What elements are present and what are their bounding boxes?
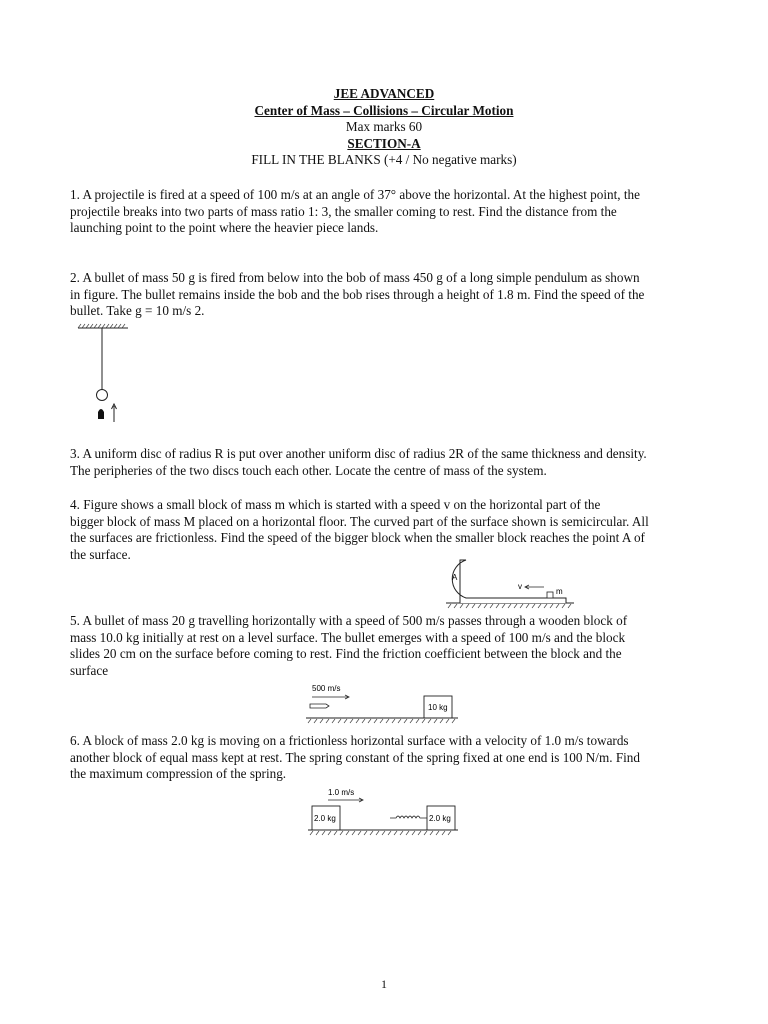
question-line: 3. A uniform disc of radius R is put over another uniform disc of radius 2R of the same thickness and density. — [70, 446, 647, 461]
section-title: SECTION-A — [347, 135, 421, 151]
question-line: the surfaces are frictionless. Find the speed of the bigger block when the smaller block reaches the point A of — [70, 530, 645, 545]
topics-title: Center of Mass – Collisions – Circular Motion — [254, 102, 514, 118]
label-m: m — [556, 587, 563, 596]
max-marks: Max marks 60 — [345, 119, 423, 134]
question-line: bigger block of mass M placed on a horizontal floor. The curved part of the surface shown is semicircular. All — [70, 513, 649, 529]
speed-label: 500 m/s — [312, 684, 341, 693]
question-line: another block of equal mass kept at rest. The spring constant of the spring fixed at one end is 100 N/m. Find — [70, 749, 640, 765]
label-A: A — [452, 573, 458, 582]
pendulum-figure — [76, 324, 136, 424]
question-line: 1. A projectile is fired at a speed of 100 m/s at an angle of 37° above the horizontal. At the highest point, the — [70, 187, 640, 202]
bullet-block-figure — [306, 682, 466, 728]
velocity-label: 1.0 m/s — [328, 788, 355, 797]
question-1 — [70, 187, 698, 237]
question-line: in figure. The bullet remains inside the bob and the bob rises through a height of 1.8 m. Find the speed of the — [70, 286, 645, 302]
label-v: v — [518, 582, 522, 591]
exam-header — [0, 86, 768, 169]
question-line: bullet. Take g = 10 m/s 2. — [70, 303, 205, 318]
curved-block-figure — [446, 558, 576, 610]
question-line: the surface. — [70, 546, 131, 562]
question-line: The peripheries of the two discs touch each other. Locate the centre of mass of the system. — [70, 462, 547, 478]
question-4 — [70, 497, 698, 563]
question-line: launching point to the point where the heavier piece lands. — [70, 220, 379, 235]
question-line: slides 20 cm on the surface before coming to rest. Find the friction coefficient between the block and the — [70, 646, 622, 661]
instructions: FILL IN THE BLANKS (+4 / No negative marks) — [251, 152, 517, 167]
block-label: 10 kg — [428, 703, 448, 712]
question-5 — [70, 613, 698, 679]
question-line: mass 10.0 kg initially at rest on a level surface. The bullet emerges with a speed of 100 m/s and the block — [70, 629, 626, 645]
spring-blocks-figure — [308, 786, 468, 840]
block-left-label: 2.0 kg — [314, 814, 336, 823]
question-line: projectile breaks into two parts of mass ratio 1: 3, the smaller coming to rest. Find the distance from the — [70, 203, 617, 219]
exam-title: JEE ADVANCED — [333, 86, 435, 101]
question-3 — [70, 446, 698, 479]
block-right-label: 2.0 kg — [429, 814, 451, 823]
question-line: 6. A block of mass 2.0 kg is moving on a frictionless horizontal surface with a velocity of 1.0 m/s towards — [70, 733, 629, 748]
question-2 — [70, 270, 698, 320]
question-line: 4. Figure shows a small block of mass m which is started with a speed v on the horizontal part of the — [70, 497, 601, 512]
question-6 — [70, 733, 698, 783]
question-line: the maximum compression of the spring. — [70, 766, 287, 781]
page-number: 1 — [381, 977, 387, 991]
question-line: 2. A bullet of mass 50 g is fired from below into the bob of mass 450 g of a long simple pendulum as shown — [70, 270, 640, 285]
question-line: 5. A bullet of mass 20 g travelling horizontally with a speed of 500 m/s passes through a wooden block of — [70, 613, 628, 628]
question-line: surface — [70, 662, 109, 678]
